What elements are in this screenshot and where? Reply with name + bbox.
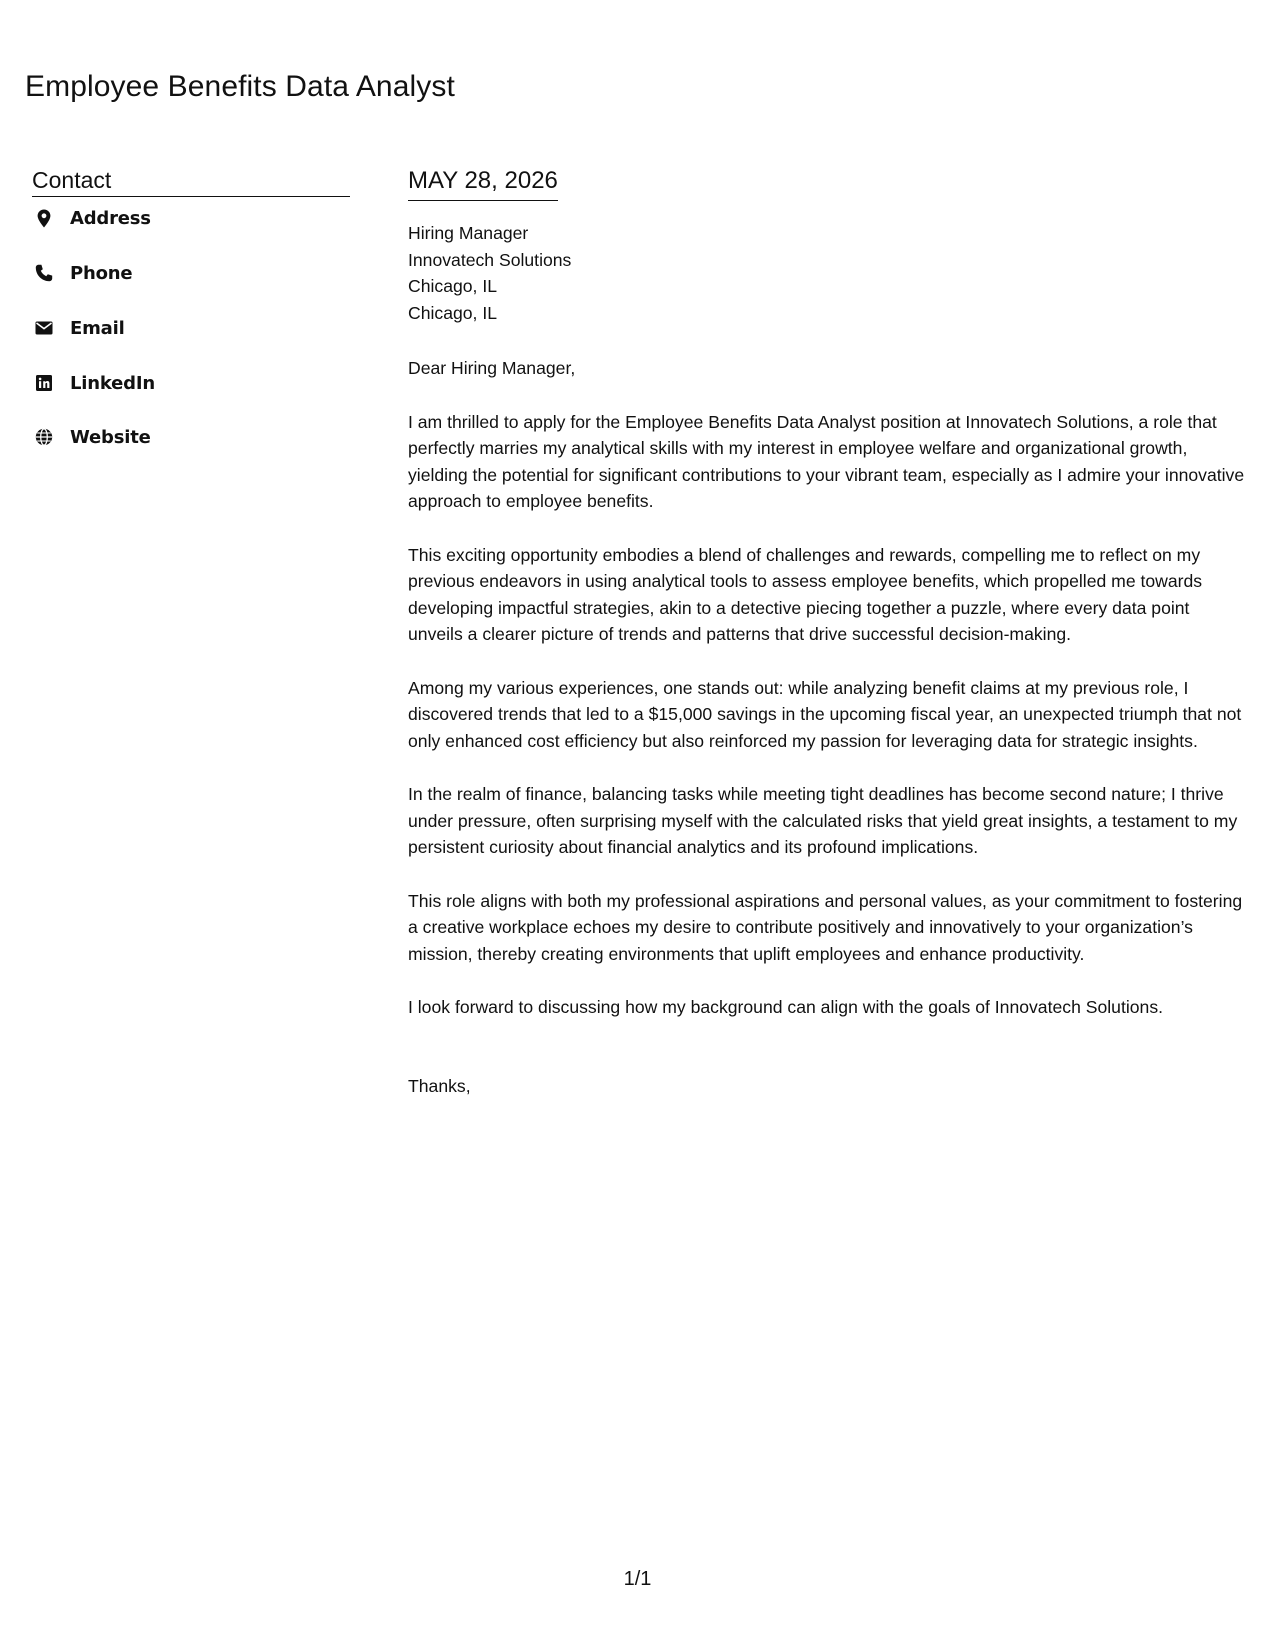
contact-item-phone[interactable] [32,260,133,286]
contact-heading: Contact [32,165,350,197]
letter-paragraph: I am thrilled to apply for the Employee Benefits Data Analyst position at Innovatech Solutions, a role that perfectly marries my analytical skills with my interest in employee welfare and organizational growth, yielding the potential for significant contributions to your vibrant team, especially as I admire your innovative approach to employee benefits. [408,411,1245,511]
letter-paragraph: This role aligns with both my professional aspirations and personal values, as your commitment to fostering a creative workplace echoes my desire to contribute positively and innovatively to your organization’s mission, thereby creating environments that uplift employees and enhance productivity. [408,890,1243,964]
letter-paragraph: In the realm of finance, balancing tasks while meeting tight deadlines has become second nature; I thrive under pressure, often surprising myself with the calculated risks that yield great insights, a testament to my persistent curiosity about financial analytics and its profound implications. [408,784,1238,857]
contact-label-website: Website [70,426,151,448]
map-pin-icon [33,207,55,229]
recipient-address-line: Chicago, IL [408,276,497,296]
recipient-address-line: Chicago, IL [408,302,497,323]
contact-sidebar [32,165,350,448]
contact-label-phone: Phone [70,262,133,284]
globe-icon [33,426,55,448]
recipient-company: Innovatech Solutions [408,249,572,270]
contact-label-email: Email [70,317,125,339]
contact-label-linkedin: LinkedIn [70,372,155,394]
page-number: 1/1 [623,1568,652,1590]
contact-item-email[interactable] [32,315,125,341]
letter-paragraph: This exciting opportunity embodies a blend of challenges and rewards, compelling me to reflect on my previous endeavors in using analytical tools to assess employee benefits, which propelled me towards developing impactful strategies, akin to a detective piecing together a puzzle, where every data point unveils a clearer picture of trends and patterns that drive successful decision-making. [408,544,1203,644]
recipient-block [408,220,1248,326]
contact-item-website[interactable] [32,424,151,450]
letter-date: MAY 28, 2026 [408,165,558,201]
document-title: Employee Benefits Data Analyst [25,70,455,103]
signoff: Thanks, [408,1075,471,1096]
envelope-icon [33,317,55,339]
recipient-name: Hiring Manager [408,223,529,243]
contact-label-address: Address [70,207,151,229]
letter-closing-paragraph: I look forward to discussing how my background can align with the goals of Innovatech Solutions. [408,997,1164,1017]
linkedin-icon [33,372,55,394]
phone-icon [33,262,55,284]
contact-item-linkedin[interactable] [32,370,155,396]
contact-item-address[interactable] [32,205,151,231]
salutation: Dear Hiring Manager, [408,358,576,378]
cover-letter-body [408,165,1248,1099]
letter-paragraph: Among my various experiences, one stands out: while analyzing benefit claims at my previous role, I discovered trends that led to a $15,000 savings in the upcoming fiscal year, an unexpected triumph that not only enhanced cost efficiency but also reinforced my passion for leveraging data for strategic insights. [408,677,1242,751]
